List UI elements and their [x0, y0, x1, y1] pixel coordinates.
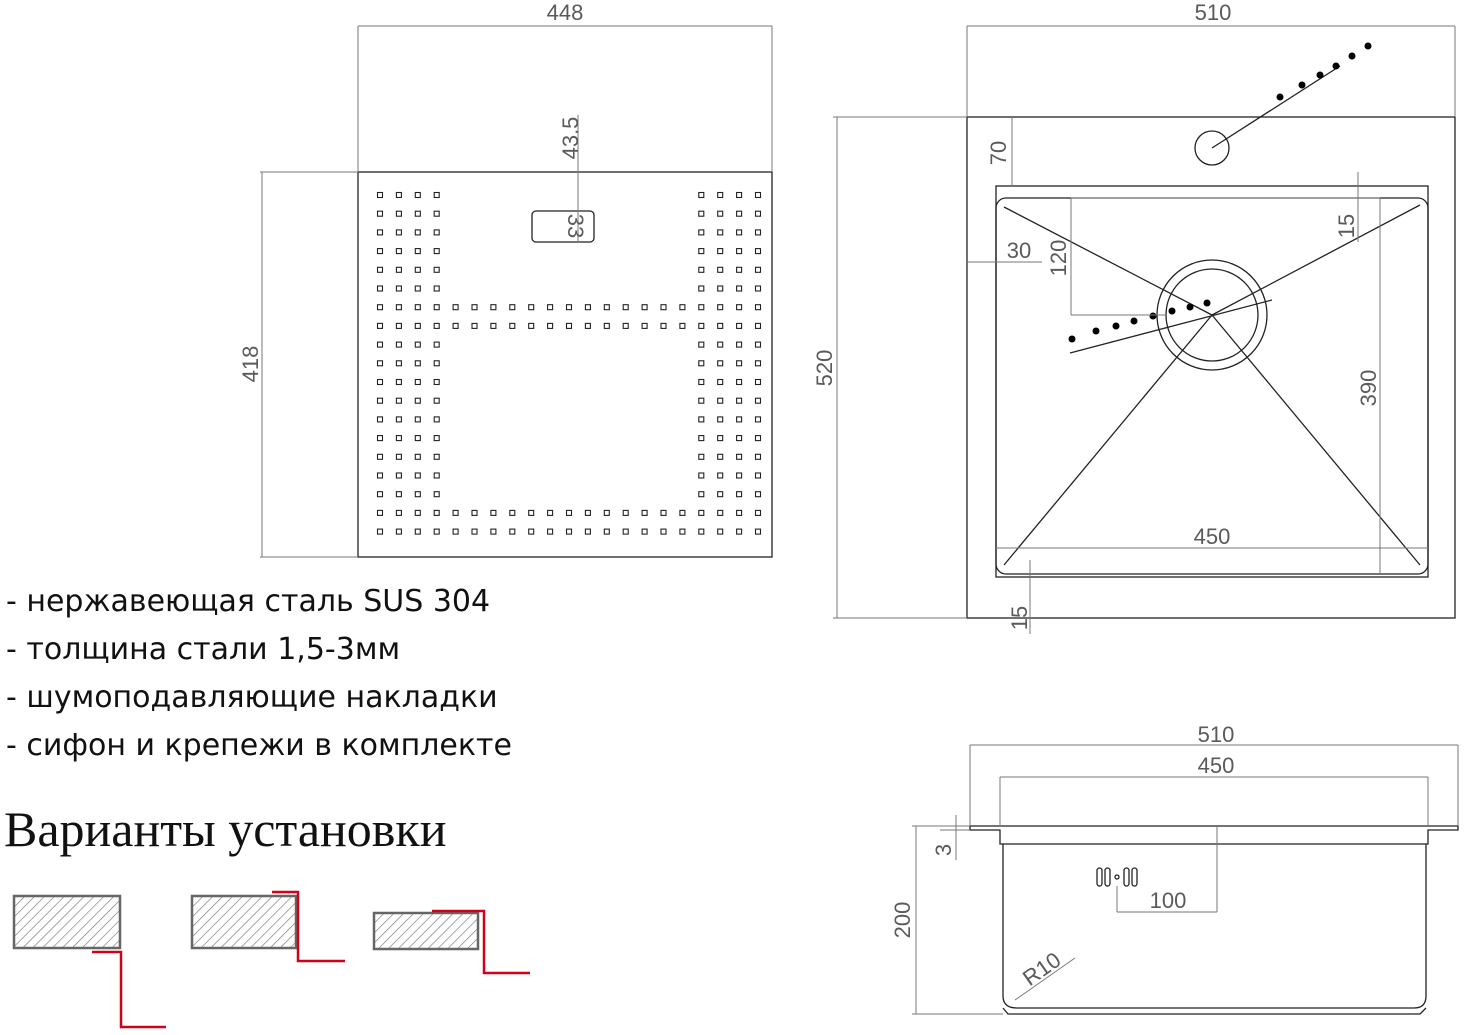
- grid-hole: [396, 249, 401, 254]
- grid-hole: [567, 305, 572, 310]
- grid-hole: [756, 492, 761, 497]
- grid-hole: [434, 398, 439, 403]
- overflow-slots: [1097, 868, 1137, 886]
- grid-hole: [718, 305, 723, 310]
- grid-hole: [453, 323, 458, 328]
- grid-hole: [699, 473, 704, 478]
- grid-hole: [434, 342, 439, 347]
- grid-hole: [453, 305, 458, 310]
- grid-hole: [737, 342, 742, 347]
- grid-hole: [378, 249, 383, 254]
- grid-hole: [510, 323, 515, 328]
- grid-hole: [756, 249, 761, 254]
- grid-hole: [661, 323, 666, 328]
- grid-hole: [378, 454, 383, 459]
- grid-hole: [699, 342, 704, 347]
- grid-hole: [396, 380, 401, 385]
- grid-hole: [415, 267, 420, 272]
- grid-hole: [415, 211, 420, 216]
- grid-hole: [415, 361, 420, 366]
- grid-hole: [396, 211, 401, 216]
- grid-hole: [699, 417, 704, 422]
- grid-hole: [491, 305, 496, 310]
- grid-hole: [396, 286, 401, 291]
- grid-hole: [415, 417, 420, 422]
- grid-hole: [378, 380, 383, 385]
- grid-hole: [548, 323, 553, 328]
- side-bowl-width-dim: 450: [1197, 753, 1235, 778]
- grid-hole: [680, 529, 685, 534]
- overflow-offset-dim: 100: [1149, 888, 1187, 913]
- grid-hole: [699, 211, 704, 216]
- grid-hole: [415, 193, 420, 198]
- grid-hole: [756, 323, 761, 328]
- grid-hole: [718, 342, 723, 347]
- grid-hole: [529, 529, 534, 534]
- grid-hole: [529, 510, 534, 515]
- grid-hole: [396, 454, 401, 459]
- grid-hole: [529, 305, 534, 310]
- grid-hole: [699, 267, 704, 272]
- grid-hole: [396, 510, 401, 515]
- grid-hole: [737, 193, 742, 198]
- grid-hole: [756, 305, 761, 310]
- grid-hole: [434, 492, 439, 497]
- grid-hole: [396, 361, 401, 366]
- grid-hole: [756, 510, 761, 515]
- grid-hole: [604, 323, 609, 328]
- side-bowl: [1003, 844, 1426, 1008]
- grid-hole: [623, 305, 628, 310]
- grid-hole: [699, 492, 704, 497]
- grid-hole: [396, 267, 401, 272]
- grid-hole: [756, 398, 761, 403]
- grid-hole: [585, 305, 590, 310]
- grid-hole: [718, 529, 723, 534]
- grid-hole: [491, 529, 496, 534]
- grid-hole: [737, 398, 742, 403]
- grid-hole: [378, 286, 383, 291]
- cutout-offset-dim: 43.5: [558, 116, 583, 160]
- grid-hole: [699, 323, 704, 328]
- grid-hole: [585, 510, 590, 515]
- grid-hole: [718, 249, 723, 254]
- grid-hole: [567, 323, 572, 328]
- grid-hole: [585, 323, 590, 328]
- grid-hole: [680, 305, 685, 310]
- grid-hole: [737, 211, 742, 216]
- radius-dim: R10: [1017, 947, 1066, 991]
- grid-hole: [680, 323, 685, 328]
- grid-hole: [737, 249, 742, 254]
- grid-hole: [396, 417, 401, 422]
- grid-hole: [756, 267, 761, 272]
- grid-hole: [378, 230, 383, 235]
- grid-hole: [434, 510, 439, 515]
- grid-hole: [453, 510, 458, 515]
- grid-hole: [737, 529, 742, 534]
- grid-hole: [737, 361, 742, 366]
- grid-hole: [472, 529, 477, 534]
- grid-hole: [737, 510, 742, 515]
- grid-hole: [396, 436, 401, 441]
- tap-offset-dim: 70: [986, 140, 1011, 166]
- grid-hole: [434, 417, 439, 422]
- grid-hole: [434, 305, 439, 310]
- grid-hole: [642, 323, 647, 328]
- grid-hole: [604, 510, 609, 515]
- feature-list: [6, 578, 512, 770]
- grid-hole: [434, 193, 439, 198]
- grid-hole: [415, 323, 420, 328]
- side-flange: [970, 826, 1458, 844]
- grid-hole: [378, 398, 383, 403]
- grid-hole: [510, 529, 515, 534]
- grid-hole: [699, 193, 704, 198]
- grid-hole: [567, 510, 572, 515]
- grid-hole: [491, 510, 496, 515]
- grid-hole: [415, 436, 420, 441]
- grid-hole: [472, 510, 477, 515]
- grid-hole: [756, 417, 761, 422]
- grid-hole: [415, 454, 420, 459]
- grid-hole: [737, 230, 742, 235]
- grid-hole: [642, 305, 647, 310]
- grid-hole: [472, 305, 477, 310]
- grid-height-dim: 418: [238, 345, 263, 383]
- grid-hole: [699, 230, 704, 235]
- grid-hole: [415, 342, 420, 347]
- grid-hole: [661, 510, 666, 515]
- grid-hole: [378, 510, 383, 515]
- flange-dim: 3: [931, 843, 956, 857]
- top-width-dim: 510: [1194, 0, 1232, 25]
- grid-hole: [378, 323, 383, 328]
- bowl-inset-bottom-dim: 15: [1007, 605, 1032, 631]
- grid-hole: [642, 510, 647, 515]
- grid-hole: [415, 398, 420, 403]
- install-variants: [14, 892, 530, 1027]
- grid-hole: [756, 529, 761, 534]
- grid-hole: [548, 510, 553, 515]
- feature-item: - шумоподавляющие накладки: [6, 680, 498, 715]
- grid-hole: [434, 361, 439, 366]
- grid-hole: [434, 436, 439, 441]
- grid-hole: [378, 267, 383, 272]
- grid-hole: [737, 323, 742, 328]
- grid-hole: [718, 473, 723, 478]
- grid-hole: [415, 492, 420, 497]
- grid-hole: [756, 361, 761, 366]
- grid-hole: [529, 323, 534, 328]
- grid-hole: [415, 473, 420, 478]
- grid-hole: [737, 286, 742, 291]
- grid-hole: [699, 249, 704, 254]
- cutout-size-dim: 33: [563, 213, 588, 239]
- feature-item: - сифон и крепежи в комплекте: [6, 728, 512, 763]
- bowl-inset-side-dim: 30: [1006, 238, 1032, 263]
- grid-hole: [718, 380, 723, 385]
- grid-hole: [718, 398, 723, 403]
- grid-hole: [756, 473, 761, 478]
- depth-dim: 200: [890, 901, 915, 939]
- grid-hole: [699, 454, 704, 459]
- grid-hole: [718, 492, 723, 497]
- grid-hole: [378, 417, 383, 422]
- install-variant-overmount: [14, 896, 166, 1027]
- grid-hole: [396, 342, 401, 347]
- grid-hole: [737, 454, 742, 459]
- grid-hole: [756, 454, 761, 459]
- grid-hole: [415, 286, 420, 291]
- grid-hole: [718, 417, 723, 422]
- grid-hole: [737, 492, 742, 497]
- bowl-inset-top-dim: 15: [1334, 213, 1359, 239]
- bowl-depth-dim: 390: [1356, 369, 1381, 407]
- grid-hole: [623, 323, 628, 328]
- grid-hole: [548, 305, 553, 310]
- grid-hole: [699, 436, 704, 441]
- drain-offset-dim: 120: [1046, 239, 1071, 277]
- grid-hole: [396, 323, 401, 328]
- grid-hole: [434, 249, 439, 254]
- grid-hole: [661, 529, 666, 534]
- grid-hole: [737, 305, 742, 310]
- grid-hole: [378, 193, 383, 198]
- grid-hole: [737, 473, 742, 478]
- grid-hole: [718, 230, 723, 235]
- section-dots: [1069, 43, 1372, 343]
- grid-hole: [415, 305, 420, 310]
- grid-hole: [718, 211, 723, 216]
- grid-hole: [737, 380, 742, 385]
- grid-hole: [737, 417, 742, 422]
- grid-hole: [396, 305, 401, 310]
- grid-hole: [756, 286, 761, 291]
- grid-hole: [434, 473, 439, 478]
- grid-hole: [718, 267, 723, 272]
- side-view: [890, 722, 1458, 1014]
- grid-hole: [699, 305, 704, 310]
- grid-hole: [378, 211, 383, 216]
- grid-hole: [378, 436, 383, 441]
- grid-width-dim: 448: [546, 0, 584, 25]
- grid-hole: [396, 473, 401, 478]
- grid-hole: [756, 211, 761, 216]
- grid-hole: [623, 529, 628, 534]
- grid-hole: [756, 342, 761, 347]
- grid-hole: [415, 249, 420, 254]
- grid-hole: [699, 510, 704, 515]
- grid-hole: [718, 361, 723, 366]
- grid-hole: [567, 529, 572, 534]
- grid-holes: [378, 193, 761, 535]
- grid-hole: [699, 529, 704, 534]
- grid-hole: [415, 529, 420, 534]
- grid-hole: [396, 398, 401, 403]
- grid-hole: [756, 193, 761, 198]
- grid-hole: [378, 492, 383, 497]
- bowl-width-dim: 450: [1193, 524, 1231, 549]
- feature-item: - толщина стали 1,5-3мм: [6, 632, 401, 667]
- grid-hole: [453, 529, 458, 534]
- grid-hole: [699, 286, 704, 291]
- grid-hole: [434, 454, 439, 459]
- grid-hole: [623, 510, 628, 515]
- grid-hole: [604, 305, 609, 310]
- grid-hole: [756, 436, 761, 441]
- grid-hole: [737, 267, 742, 272]
- grid-hole: [718, 454, 723, 459]
- grid-hole: [642, 529, 647, 534]
- grid-hole: [396, 230, 401, 235]
- install-variant-flush: [192, 892, 345, 961]
- grid-hole: [699, 380, 704, 385]
- top-height-dim: 520: [812, 349, 837, 387]
- grid-hole: [434, 529, 439, 534]
- grid-hole: [718, 193, 723, 198]
- grid-hole: [434, 380, 439, 385]
- grid-hole: [378, 529, 383, 534]
- grid-hole: [510, 305, 515, 310]
- grid-hole: [415, 510, 420, 515]
- grid-hole: [718, 286, 723, 291]
- grid-hole: [548, 529, 553, 534]
- grid-hole: [756, 380, 761, 385]
- grid-hole: [415, 230, 420, 235]
- grid-hole: [396, 193, 401, 198]
- grid-hole: [378, 342, 383, 347]
- grid-hole: [699, 361, 704, 366]
- install-variant-undermount: [374, 911, 530, 973]
- grid-hole: [604, 529, 609, 534]
- grid-hole: [718, 436, 723, 441]
- top-view: [812, 0, 1455, 634]
- feature-item: - нержавеющая сталь SUS 304: [6, 584, 491, 619]
- grid-hole: [510, 510, 515, 515]
- side-width-dim: 510: [1197, 722, 1235, 747]
- grid-hole: [434, 211, 439, 216]
- grid-hole: [378, 305, 383, 310]
- install-title: Варианты установки: [4, 801, 447, 857]
- grid-hole: [680, 510, 685, 515]
- grid-hole: [378, 473, 383, 478]
- grid-hole: [491, 323, 496, 328]
- grid-hole: [737, 436, 742, 441]
- grid-hole: [585, 529, 590, 534]
- grid-hole: [434, 267, 439, 272]
- grid-hole: [756, 230, 761, 235]
- grid-hole: [718, 510, 723, 515]
- grid-view: [238, 0, 772, 557]
- grid-hole: [434, 286, 439, 291]
- grid-hole: [378, 361, 383, 366]
- grid-hole: [396, 529, 401, 534]
- grid-hole: [396, 492, 401, 497]
- grid-hole: [434, 323, 439, 328]
- grid-hole: [661, 305, 666, 310]
- grid-hole: [718, 323, 723, 328]
- grid-hole: [472, 323, 477, 328]
- grid-hole: [415, 380, 420, 385]
- grid-hole: [434, 230, 439, 235]
- grid-hole: [699, 398, 704, 403]
